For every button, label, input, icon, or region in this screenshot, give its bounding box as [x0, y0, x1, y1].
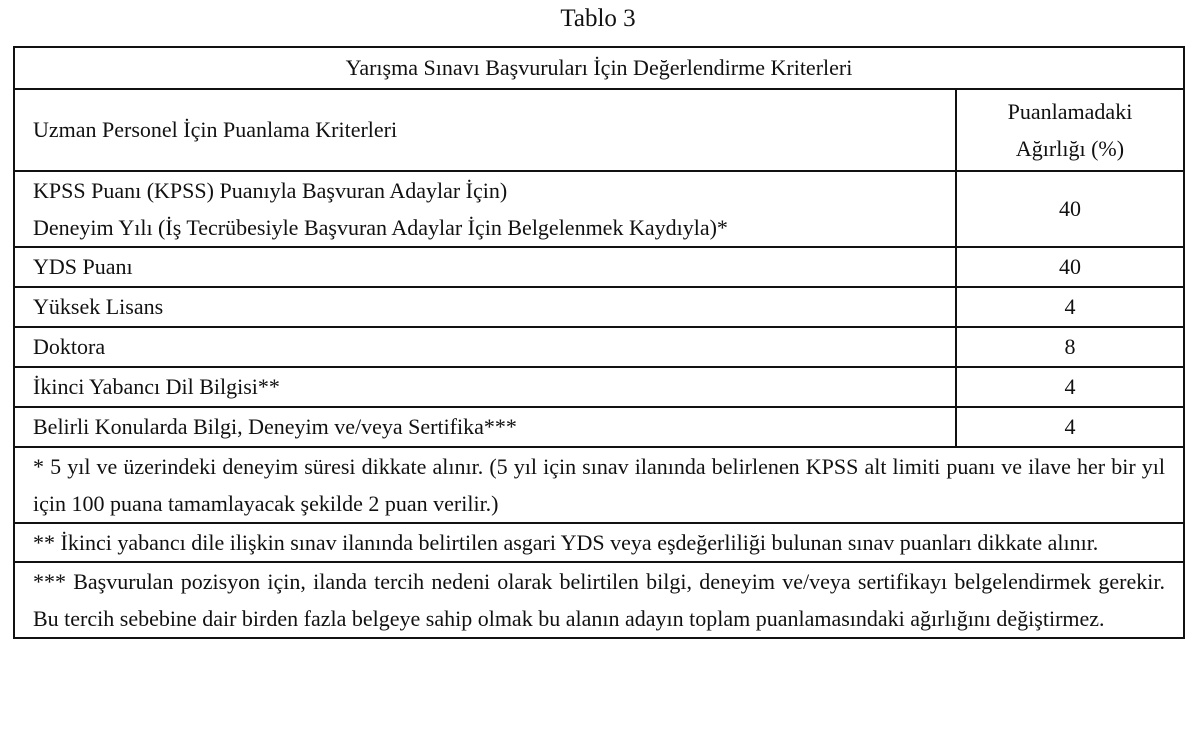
criterion-weight: 4 — [956, 287, 1184, 327]
table-header-row — [14, 89, 1184, 171]
criterion-label: YDS Puanı — [14, 247, 956, 287]
criterion-weight: 8 — [956, 327, 1184, 367]
criterion-label: Doktora — [14, 327, 956, 367]
criterion-experience: Deneyim Yılı (İş Tecrübesiyle Başvuran Adaylar İçin Belgelenmek Kaydıyla)* — [14, 209, 956, 247]
footnote-1: * 5 yıl ve üzerindeki deneyim süresi dikkate alınır. (5 yıl için sınav ilanında belirlenen KPSS alt limiti puanı ve ilave her bir yıl için 100 puana tamamlayacak şekilde 2 puan verilir.) — [14, 447, 1184, 523]
criterion-kpss: KPSS Puanı (KPSS) Puanıyla Başvuran Adaylar İçin) — [14, 171, 956, 209]
weight-kpss: 40 — [956, 171, 1184, 247]
criteria-column-header: Uzman Personel İçin Puanlama Kriterleri — [14, 89, 956, 171]
criterion-weight: 4 — [956, 367, 1184, 407]
table-row — [14, 171, 1184, 209]
criterion-label: Belirli Konularda Bilgi, Deneyim ve/veya Sertifika*** — [14, 407, 956, 447]
criterion-weight: 4 — [956, 407, 1184, 447]
footnote-3: *** Başvurulan pozisyon için, ilanda tercih nedeni olarak belirtilen bilgi, deneyim ve/veya sertifikayı belgelendirmek gerekir. Bu tercih sebebine dair birden fazla belgeye sahip olmak bu alanın adayın toplam puanlamasındaki ağırlığını değiştirmez. — [14, 562, 1184, 638]
table-row — [14, 247, 1184, 287]
table-title: Yarışma Sınavı Başvuruları İçin Değerlendirme Kriterleri — [14, 47, 1184, 89]
table-title-row — [14, 47, 1184, 89]
criterion-weight: 40 — [956, 247, 1184, 287]
table-row — [14, 407, 1184, 447]
footnote-2: ** İkinci yabancı dile ilişkin sınav ilanında belirtilen asgari YDS veya eşdeğerliliği bulunan sınav puanları dikkate alınır. — [14, 523, 1184, 562]
table-row — [14, 287, 1184, 327]
weight-header-line1: Puanlamadaki — [1007, 99, 1133, 124]
evaluation-criteria-table — [13, 46, 1185, 639]
table-row — [14, 367, 1184, 407]
table-caption: Tablo 3 — [560, 5, 636, 32]
footnote-row — [14, 447, 1184, 523]
criterion-label: İkinci Yabancı Dil Bilgisi** — [14, 367, 956, 407]
weight-header-line2: Ağırlığı (%) — [1015, 136, 1125, 161]
footnote-row — [14, 562, 1184, 638]
table-row — [14, 327, 1184, 367]
criterion-label: Yüksek Lisans — [14, 287, 956, 327]
weight-column-header — [956, 89, 1184, 171]
footnote-row — [14, 523, 1184, 562]
